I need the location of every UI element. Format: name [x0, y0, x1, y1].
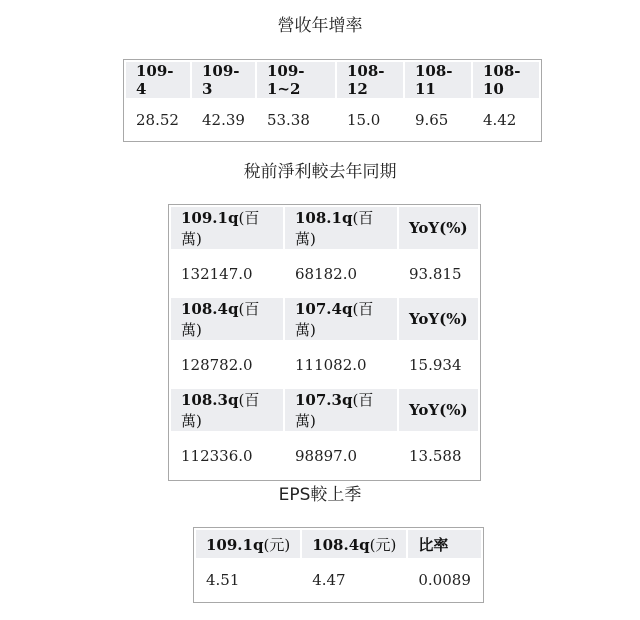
pretax-income-title: 稅前淨利較去年同期: [243, 162, 397, 182]
table-cell: 93.815: [399, 251, 478, 296]
column-header: 比率: [408, 530, 481, 558]
table-cell: 42.39: [192, 100, 255, 139]
table-header-row: [171, 389, 478, 431]
table-cell: 128782.0: [171, 342, 283, 387]
table-row: [171, 251, 478, 296]
table-cell: 4.42: [473, 100, 539, 139]
column-header: 108.1q(百萬): [285, 207, 397, 249]
column-header: 108.3q(百萬): [171, 389, 283, 431]
table-header-row: [171, 207, 478, 249]
column-header: 109.1q(百萬): [171, 207, 283, 249]
column-header: YoY(%): [399, 298, 478, 340]
table-cell: 111082.0: [285, 342, 397, 387]
column-header: 108-11: [405, 62, 471, 98]
table-cell: 4.51: [196, 560, 300, 600]
table-cell: 68182.0: [285, 251, 397, 296]
table-cell: 98897.0: [285, 433, 397, 478]
table-row: [171, 433, 478, 478]
column-header: 107.3q(百萬): [285, 389, 397, 431]
table-cell: 13.588: [399, 433, 478, 478]
table-cell: 15.0: [337, 100, 403, 139]
table-cell: 0.0089: [408, 560, 481, 600]
column-header: YoY(%): [399, 389, 478, 431]
table-cell: 15.934: [399, 342, 478, 387]
pretax-income-table: [168, 204, 481, 481]
table-row: [196, 560, 481, 600]
table-header-row: [126, 62, 539, 98]
table-cell: 28.52: [126, 100, 190, 139]
table-row: [126, 100, 539, 139]
column-header: 109-4: [126, 62, 190, 98]
table-header-row: [171, 298, 478, 340]
table-header-row: [196, 530, 481, 558]
eps-table: [193, 527, 484, 603]
column-header: 108-10: [473, 62, 539, 98]
column-header: 108.4q(百萬): [171, 298, 283, 340]
column-header: 108.4q(元): [302, 530, 406, 558]
table-cell: 53.38: [257, 100, 335, 139]
table-row: [171, 342, 478, 387]
column-header: 108-12: [337, 62, 403, 98]
column-header: YoY(%): [399, 207, 478, 249]
column-header: 109-1~2: [257, 62, 335, 98]
table-cell: 132147.0: [171, 251, 283, 296]
table-cell: 9.65: [405, 100, 471, 139]
revenue-growth-table: [123, 59, 542, 142]
column-header: 109.1q(元): [196, 530, 300, 558]
eps-title: EPS較上季: [278, 485, 362, 505]
table-cell: 112336.0: [171, 433, 283, 478]
column-header: 109-3: [192, 62, 255, 98]
revenue-growth-title: 營收年增率: [277, 16, 363, 36]
column-header: 107.4q(百萬): [285, 298, 397, 340]
table-cell: 4.47: [302, 560, 406, 600]
